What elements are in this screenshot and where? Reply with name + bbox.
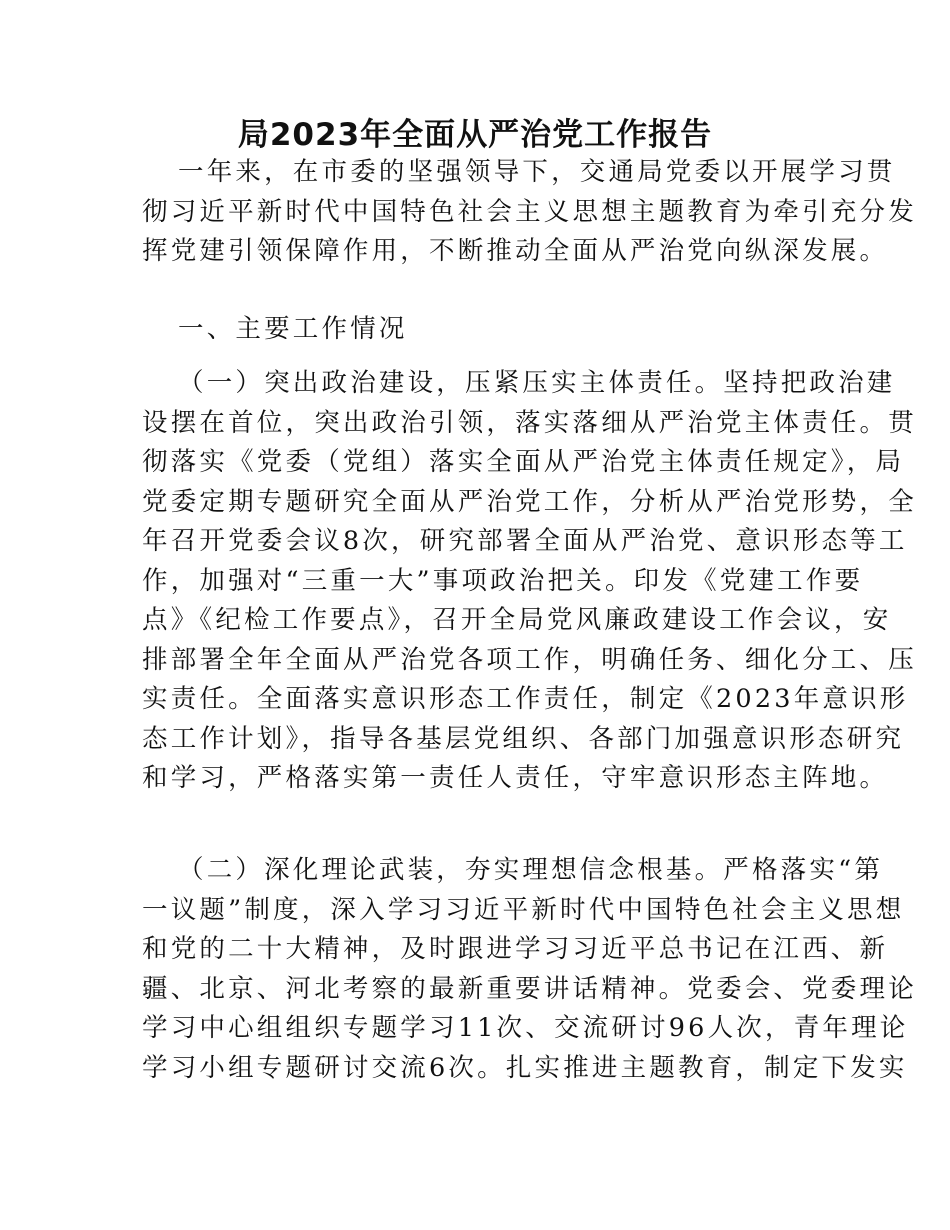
text-line: 一年来，在市委的坚强领导下，交通局党委以开展学习贯	[178, 157, 896, 187]
text-line: 挥党建引领保障作用，不断推动全面从严治党向纵深发展。	[142, 236, 889, 266]
text-line: 和学习，严格落实第一责任人责任，守牢意识形态主阵地。	[142, 763, 889, 793]
paragraph-section-1	[142, 364, 917, 799]
text-line: 设摆在首位，突出政治引领，落实落细从严治党主体责任。贯	[142, 407, 917, 438]
text-line: 党委定期专题研究全面从严治党工作，分析从严治党形势，全	[142, 486, 917, 517]
text-line: （二）深化理论武装，夯实理想信念根基。严格落实“第	[178, 855, 884, 885]
paragraph-intro	[142, 153, 917, 272]
text-line: 一、主要工作情况	[178, 314, 408, 344]
text-line: 彻习近平新时代中国特色社会主义思想主题教育为牵引充分发	[142, 196, 917, 227]
section-heading	[142, 310, 812, 350]
text-line: 学习小组专题研讨交流6次。扎实推进主题教育，制定下发实	[142, 1052, 908, 1083]
text-line: 彻落实《党委（党组）落实全面从严治党主体责任规定》，局	[142, 447, 905, 477]
text-line: 学习中心组组织专题学习11次、交流研讨96人次，青年理论	[142, 1013, 909, 1043]
paragraph-section-2	[142, 851, 917, 1088]
text-line: 作，加强对“三重一大”事项政治把关。印发《党建工作要	[142, 565, 864, 596]
text-line: 点》《纪检工作要点》，召开全局党风廉政建设工作会议，安	[142, 605, 892, 635]
text-line: （一）突出政治建设，压紧压实主体责任。坚持把政治建	[178, 368, 896, 398]
text-line: 态工作计划》，指导各基层党组织、各部门加强意识形态研究	[142, 723, 905, 754]
text-line: 疆、北京、河北考察的最新重要讲话精神。党委会、党委理论	[142, 973, 917, 1004]
document-title: 局2023年全面从严治党工作报告	[237, 117, 713, 153]
text-line: 年召开党委会议8次，研究部署全面从严治党、意识形态等工	[142, 526, 908, 556]
text-line: 实责任。全面落实意识形态工作责任，制定《2023年意识形	[142, 684, 909, 714]
text-line: 排部署全年全面从严治党各项工作，明确任务、细化分工、压	[142, 644, 917, 675]
text-line: 一议题”制度，深入学习习近平新时代中国特色社会主义思想	[142, 894, 905, 925]
text-line: 和党的二十大精神，及时跟进学习习近平总书记在江西、新	[142, 934, 889, 964]
